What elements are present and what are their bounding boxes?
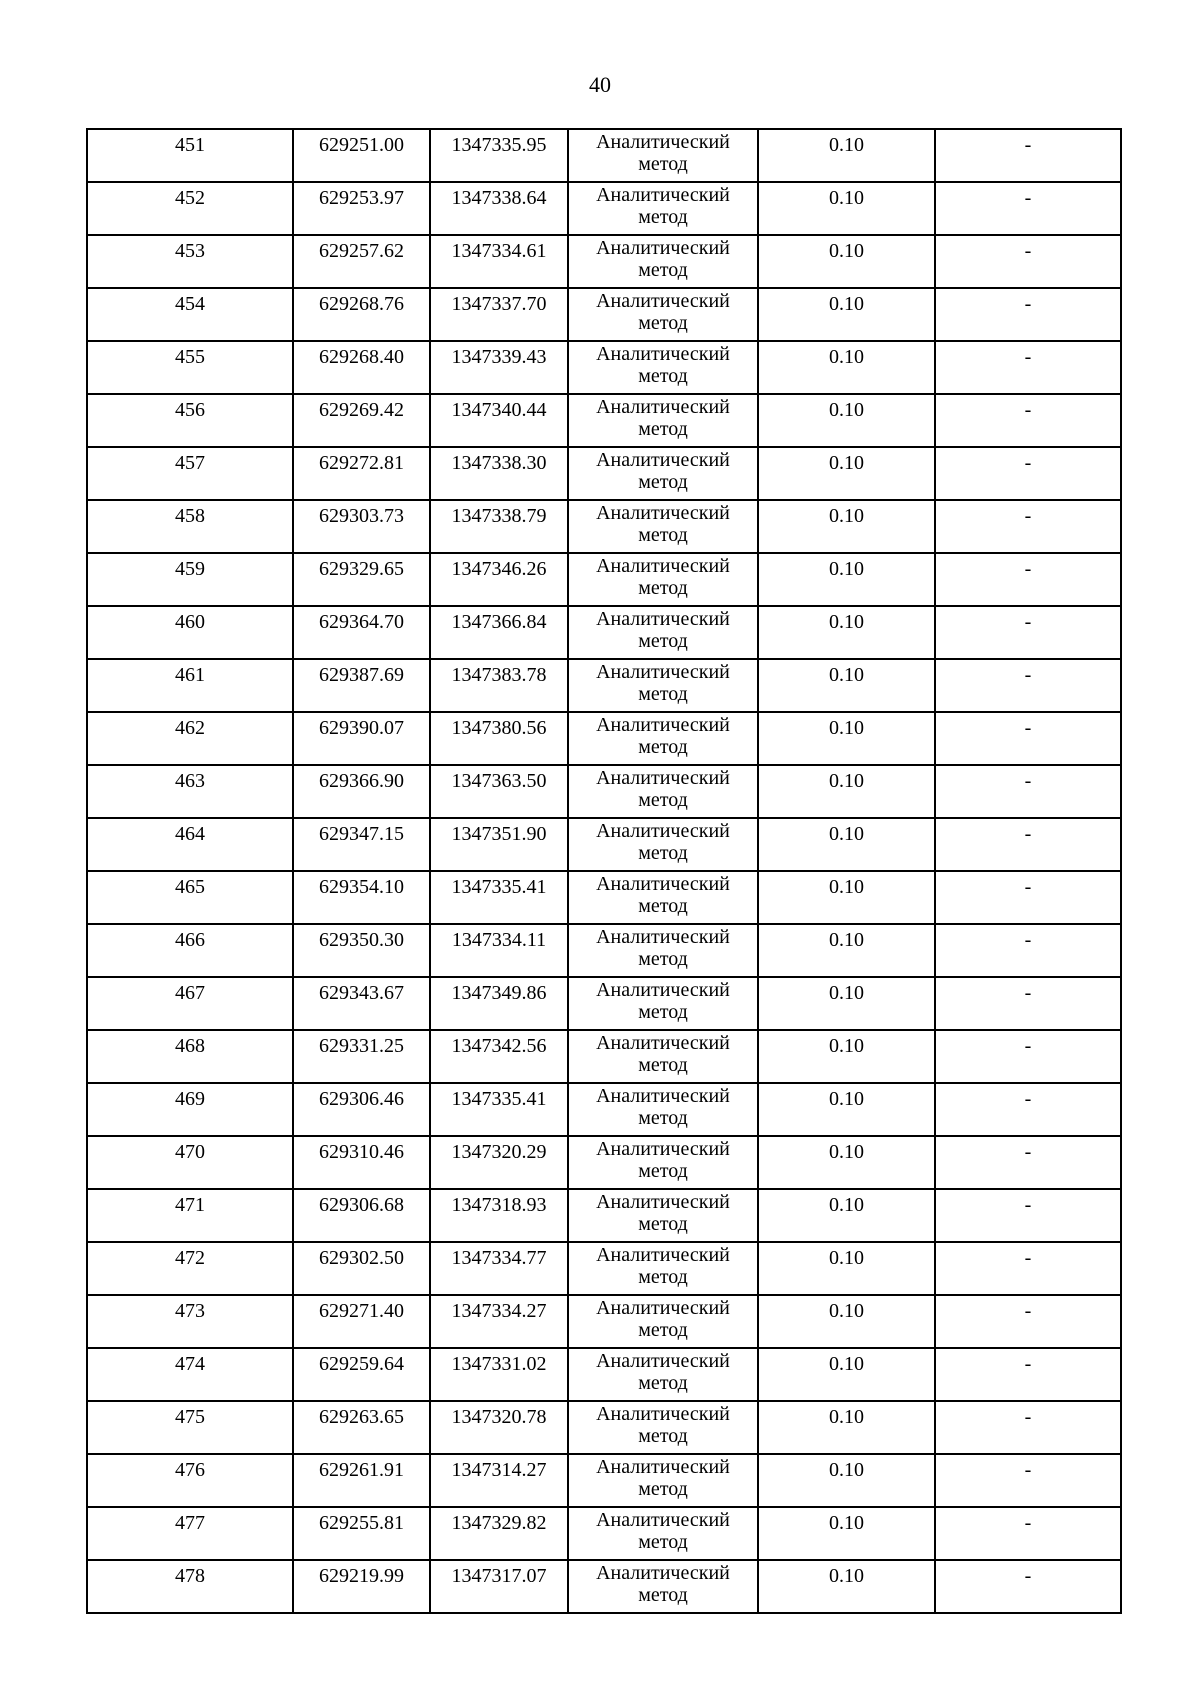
point-number-cell: 476 [87,1454,293,1507]
point-number-cell: 473 [87,1295,293,1348]
point-number-cell: 463 [87,765,293,818]
point-number-cell: 451 [87,129,293,182]
method-line-2: метод [638,1425,688,1447]
method-line-1: Аналитический [596,1244,730,1266]
method-cell [568,1030,758,1083]
point-number-cell: 470 [87,1136,293,1189]
x-coordinate-cell: 629310.46 [293,1136,430,1189]
y-coordinate-cell: 1347349.86 [430,977,568,1030]
method-line-1: Аналитический [596,343,730,365]
method-line-1: Аналитический [596,1509,730,1531]
method-cell [568,1454,758,1507]
table-row [87,182,1121,235]
point-number-cell: 456 [87,394,293,447]
method-cell [568,500,758,553]
y-coordinate-cell: 1347346.26 [430,553,568,606]
note-cell: - [935,341,1121,394]
y-coordinate-cell: 1347339.43 [430,341,568,394]
method-line-2: метод [638,948,688,970]
point-number-cell: 475 [87,1401,293,1454]
method-line-2: метод [638,259,688,281]
y-coordinate-cell: 1347338.79 [430,500,568,553]
method-cell [568,1401,758,1454]
coordinates-table-body [87,129,1121,1613]
y-coordinate-cell: 1347318.93 [430,1189,568,1242]
note-cell: - [935,1348,1121,1401]
y-coordinate-cell: 1347314.27 [430,1454,568,1507]
method-line-2: метод [638,524,688,546]
note-cell: - [935,924,1121,977]
y-coordinate-cell: 1347340.44 [430,394,568,447]
point-number-cell: 464 [87,818,293,871]
y-coordinate-cell: 1347334.27 [430,1295,568,1348]
point-number-cell: 461 [87,659,293,712]
accuracy-cell: 0.10 [758,394,935,447]
method-line-1: Аналитический [596,661,730,683]
x-coordinate-cell: 629302.50 [293,1242,430,1295]
note-cell: - [935,129,1121,182]
method-line-2: метод [638,1319,688,1341]
method-line-2: метод [638,1266,688,1288]
method-cell [568,1507,758,1560]
x-coordinate-cell: 629251.00 [293,129,430,182]
method-line-2: метод [638,1107,688,1129]
y-coordinate-cell: 1347334.61 [430,235,568,288]
x-coordinate-cell: 629354.10 [293,871,430,924]
note-cell: - [935,977,1121,1030]
accuracy-cell: 0.10 [758,765,935,818]
method-cell [568,977,758,1030]
y-coordinate-cell: 1347335.41 [430,871,568,924]
accuracy-cell: 0.10 [758,1242,935,1295]
method-line-1: Аналитический [596,396,730,418]
method-line-2: метод [638,365,688,387]
y-coordinate-cell: 1347366.84 [430,606,568,659]
point-number-cell: 469 [87,1083,293,1136]
method-line-1: Аналитический [596,926,730,948]
point-number-cell: 452 [87,182,293,235]
method-line-2: метод [638,736,688,758]
accuracy-cell: 0.10 [758,235,935,288]
x-coordinate-cell: 629259.64 [293,1348,430,1401]
method-cell [568,1348,758,1401]
y-coordinate-cell: 1347351.90 [430,818,568,871]
x-coordinate-cell: 629272.81 [293,447,430,500]
table-row [87,553,1121,606]
method-line-2: метод [638,1001,688,1023]
x-coordinate-cell: 629366.90 [293,765,430,818]
method-cell [568,1083,758,1136]
note-cell: - [935,1083,1121,1136]
table-row [87,659,1121,712]
x-coordinate-cell: 629257.62 [293,235,430,288]
table-row [87,341,1121,394]
method-line-1: Аналитический [596,1297,730,1319]
x-coordinate-cell: 629343.67 [293,977,430,1030]
point-number-cell: 468 [87,1030,293,1083]
point-number-cell: 477 [87,1507,293,1560]
accuracy-cell: 0.10 [758,1030,935,1083]
point-number-cell: 455 [87,341,293,394]
note-cell: - [935,1401,1121,1454]
method-cell [568,288,758,341]
method-line-1: Аналитический [596,608,730,630]
point-number-cell: 459 [87,553,293,606]
table-row [87,129,1121,182]
x-coordinate-cell: 629331.25 [293,1030,430,1083]
note-cell: - [935,235,1121,288]
method-line-1: Аналитический [596,1191,730,1213]
note-cell: - [935,606,1121,659]
method-line-1: Аналитический [596,184,730,206]
accuracy-cell: 0.10 [758,553,935,606]
point-number-cell: 460 [87,606,293,659]
method-cell [568,447,758,500]
method-cell [568,1189,758,1242]
table-row [87,1083,1121,1136]
y-coordinate-cell: 1347334.11 [430,924,568,977]
y-coordinate-cell: 1347380.56 [430,712,568,765]
y-coordinate-cell: 1347320.78 [430,1401,568,1454]
note-cell: - [935,182,1121,235]
method-line-2: метод [638,312,688,334]
method-cell [568,1242,758,1295]
point-number-cell: 457 [87,447,293,500]
point-number-cell: 462 [87,712,293,765]
note-cell: - [935,1136,1121,1189]
method-line-1: Аналитический [596,1350,730,1372]
table-row [87,1507,1121,1560]
method-line-1: Аналитический [596,449,730,471]
method-cell [568,341,758,394]
note-cell: - [935,1189,1121,1242]
accuracy-cell: 0.10 [758,447,935,500]
y-coordinate-cell: 1347338.64 [430,182,568,235]
accuracy-cell: 0.10 [758,1136,935,1189]
table-row [87,924,1121,977]
x-coordinate-cell: 629347.15 [293,818,430,871]
note-cell: - [935,394,1121,447]
method-line-2: метод [638,418,688,440]
note-cell: - [935,659,1121,712]
method-line-2: метод [638,1584,688,1606]
method-cell [568,712,758,765]
accuracy-cell: 0.10 [758,182,935,235]
point-number-cell: 466 [87,924,293,977]
method-line-1: Аналитический [596,290,730,312]
table-row [87,606,1121,659]
x-coordinate-cell: 629390.07 [293,712,430,765]
accuracy-cell: 0.10 [758,1295,935,1348]
method-cell [568,606,758,659]
table-row [87,500,1121,553]
note-cell: - [935,1454,1121,1507]
method-line-2: метод [638,1531,688,1553]
point-number-cell: 472 [87,1242,293,1295]
accuracy-cell: 0.10 [758,1401,935,1454]
method-line-1: Аналитический [596,1138,730,1160]
method-cell [568,394,758,447]
method-line-1: Аналитический [596,1456,730,1478]
y-coordinate-cell: 1347337.70 [430,288,568,341]
point-number-cell: 458 [87,500,293,553]
y-coordinate-cell: 1347320.29 [430,1136,568,1189]
accuracy-cell: 0.10 [758,606,935,659]
table-row [87,1295,1121,1348]
method-cell [568,1295,758,1348]
method-line-2: метод [638,1213,688,1235]
table-row [87,1242,1121,1295]
accuracy-cell: 0.10 [758,1189,935,1242]
table-row [87,235,1121,288]
accuracy-cell: 0.10 [758,818,935,871]
method-line-1: Аналитический [596,1085,730,1107]
method-line-2: метод [638,630,688,652]
table-row [87,818,1121,871]
method-line-2: метод [638,577,688,599]
note-cell: - [935,1030,1121,1083]
method-cell [568,659,758,712]
note-cell: - [935,1295,1121,1348]
method-cell [568,924,758,977]
accuracy-cell: 0.10 [758,924,935,977]
method-line-2: метод [638,206,688,228]
coordinates-table [86,128,1122,1614]
method-line-1: Аналитический [596,131,730,153]
method-cell [568,871,758,924]
table-row [87,1030,1121,1083]
x-coordinate-cell: 629255.81 [293,1507,430,1560]
y-coordinate-cell: 1347317.07 [430,1560,568,1613]
method-line-2: метод [638,842,688,864]
table-row [87,1189,1121,1242]
x-coordinate-cell: 629306.46 [293,1083,430,1136]
method-line-2: метод [638,153,688,175]
accuracy-cell: 0.10 [758,659,935,712]
method-line-2: метод [638,683,688,705]
accuracy-cell: 0.10 [758,129,935,182]
x-coordinate-cell: 629329.65 [293,553,430,606]
accuracy-cell: 0.10 [758,1454,935,1507]
table-row [87,977,1121,1030]
accuracy-cell: 0.10 [758,977,935,1030]
method-line-1: Аналитический [596,502,730,524]
accuracy-cell: 0.10 [758,500,935,553]
table-row [87,1560,1121,1613]
y-coordinate-cell: 1347363.50 [430,765,568,818]
y-coordinate-cell: 1347335.41 [430,1083,568,1136]
point-number-cell: 478 [87,1560,293,1613]
x-coordinate-cell: 629253.97 [293,182,430,235]
method-line-2: метод [638,1054,688,1076]
accuracy-cell: 0.10 [758,712,935,765]
x-coordinate-cell: 629268.40 [293,341,430,394]
x-coordinate-cell: 629387.69 [293,659,430,712]
method-line-1: Аналитический [596,820,730,842]
note-cell: - [935,500,1121,553]
method-line-2: метод [638,1160,688,1182]
table-row [87,712,1121,765]
table-row [87,394,1121,447]
table-row [87,1454,1121,1507]
method-line-1: Аналитический [596,979,730,1001]
y-coordinate-cell: 1347338.30 [430,447,568,500]
point-number-cell: 474 [87,1348,293,1401]
x-coordinate-cell: 629271.40 [293,1295,430,1348]
x-coordinate-cell: 629263.65 [293,1401,430,1454]
method-line-1: Аналитический [596,1403,730,1425]
method-cell [568,182,758,235]
method-line-1: Аналитический [596,1032,730,1054]
note-cell: - [935,1507,1121,1560]
y-coordinate-cell: 1347331.02 [430,1348,568,1401]
table-row [87,765,1121,818]
accuracy-cell: 0.10 [758,1083,935,1136]
note-cell: - [935,553,1121,606]
note-cell: - [935,288,1121,341]
x-coordinate-cell: 629268.76 [293,288,430,341]
y-coordinate-cell: 1347334.77 [430,1242,568,1295]
note-cell: - [935,1560,1121,1613]
y-coordinate-cell: 1347342.56 [430,1030,568,1083]
method-cell [568,818,758,871]
table-row [87,447,1121,500]
point-number-cell: 467 [87,977,293,1030]
method-line-1: Аналитический [596,555,730,577]
y-coordinate-cell: 1347383.78 [430,659,568,712]
accuracy-cell: 0.10 [758,1507,935,1560]
page-number: 40 [589,72,611,97]
x-coordinate-cell: 629303.73 [293,500,430,553]
method-line-1: Аналитический [596,873,730,895]
y-coordinate-cell: 1347329.82 [430,1507,568,1560]
method-cell [568,1560,758,1613]
method-line-1: Аналитический [596,767,730,789]
method-line-2: метод [638,1478,688,1500]
x-coordinate-cell: 629350.30 [293,924,430,977]
accuracy-cell: 0.10 [758,288,935,341]
point-number-cell: 453 [87,235,293,288]
method-line-2: метод [638,789,688,811]
accuracy-cell: 0.10 [758,871,935,924]
accuracy-cell: 0.10 [758,1348,935,1401]
method-cell [568,129,758,182]
method-cell [568,765,758,818]
table-row [87,1348,1121,1401]
x-coordinate-cell: 629364.70 [293,606,430,659]
point-number-cell: 465 [87,871,293,924]
note-cell: - [935,818,1121,871]
method-cell [568,553,758,606]
method-line-2: метод [638,1372,688,1394]
method-line-1: Аналитический [596,714,730,736]
note-cell: - [935,765,1121,818]
accuracy-cell: 0.10 [758,1560,935,1613]
note-cell: - [935,712,1121,765]
method-line-1: Аналитический [596,237,730,259]
method-line-2: метод [638,895,688,917]
x-coordinate-cell: 629261.91 [293,1454,430,1507]
y-coordinate-cell: 1347335.95 [430,129,568,182]
method-cell [568,1136,758,1189]
point-number-cell: 454 [87,288,293,341]
note-cell: - [935,447,1121,500]
table-row [87,1136,1121,1189]
note-cell: - [935,871,1121,924]
table-row [87,871,1121,924]
table-row [87,1401,1121,1454]
method-cell [568,235,758,288]
x-coordinate-cell: 629269.42 [293,394,430,447]
table-row [87,288,1121,341]
method-line-2: метод [638,471,688,493]
method-line-1: Аналитический [596,1562,730,1584]
x-coordinate-cell: 629219.99 [293,1560,430,1613]
note-cell: - [935,1242,1121,1295]
point-number-cell: 471 [87,1189,293,1242]
accuracy-cell: 0.10 [758,341,935,394]
x-coordinate-cell: 629306.68 [293,1189,430,1242]
